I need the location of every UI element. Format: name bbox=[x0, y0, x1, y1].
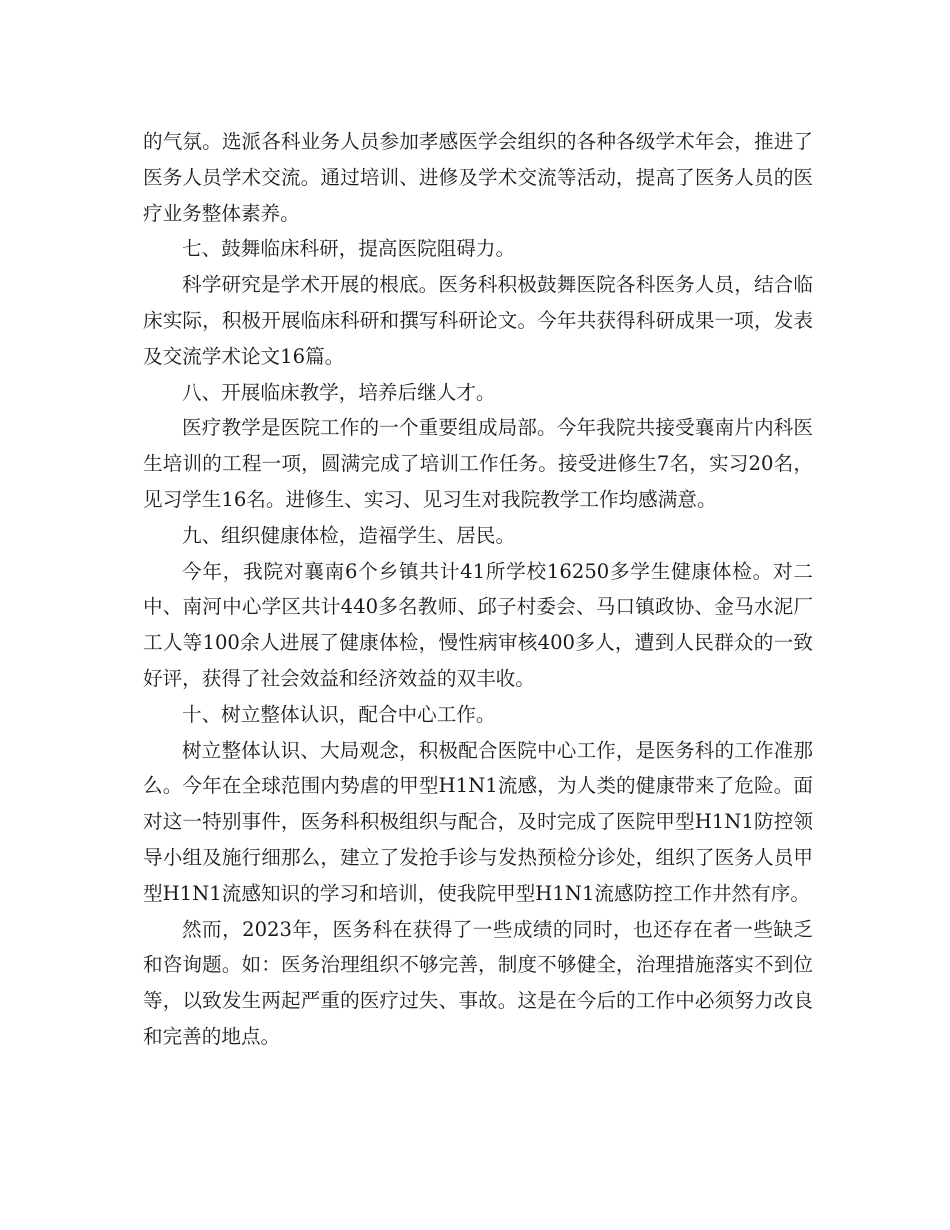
section-heading-10: 十、树立整体认识，配合中心工作。 bbox=[182, 702, 496, 726]
section-heading-9: 九、组织健康体检，造福学生、居民。 bbox=[182, 523, 516, 547]
body-paragraph: 今年，我院对襄南6个乡镇共计41所学校16250多学生健康体检。对二中、南河中心学区共计440多名教师、邱子村委会、马口镇政协、金马水泥厂工人等100余人进展了健康体检，慢性病审核400多人，遭到人民群众的一致好评，获得了社会效益和经济效益的双丰收。 bbox=[143, 559, 813, 690]
body-paragraph: 科学研究是学术开展的根底。医务科积极鼓舞医院各科医务人员，结合临床实际，积极开展临床科研和撰写科研论文。今年共获得科研成果一项，发表及交流学术论文16篇。 bbox=[143, 273, 813, 368]
section-heading-7: 七、鼓舞临床科研，提高医院阻碍力。 bbox=[182, 237, 516, 261]
body-paragraph-continued: 的气氛。选派各科业务人员参加孝感医学会组织的各种各级学术年会，推进了医务人员学术交流。通过培训、进修及学术交流等活动，提高了医务人员的医疗业务整体素养。 bbox=[143, 130, 813, 225]
body-paragraph: 医疗教学是医院工作的一个重要组成局部。今年我院共接受襄南片内科医生培训的工程一项，圆满完成了培训工作任务。接受进修生7名，实习20名，见习学生16名。进修生、实习、见习生对我院教学工作均感满意。 bbox=[143, 416, 813, 511]
document-body bbox=[143, 124, 813, 1055]
body-paragraph: 树立整体认识、大局观念，积极配合医院中心工作，是医务科的工作准那么。今年在全球范围内势虐的甲型H1N1流感，为人类的健康带来了危险。面对这一特别事件，医务科积极组织与配合，及时完成了医院甲型H1N1防控领导小组及施行细那么，建立了发抢手诊与发热预检分诊处，组织了医务人员甲型H1N1流感知识的学习和培训，使我院甲型H1N1流感防控工作井然有序。 bbox=[143, 738, 813, 905]
section-heading-8: 八、开展临床教学，培养后继人才。 bbox=[182, 380, 496, 404]
body-paragraph-closing: 然而，2023年，医务科在获得了一些成绩的同时，也还存在者一些缺乏和咨询题。如：医务治理组织不够完善，制度不够健全，治理措施落实不到位等，以致发生两起严重的医疗过失、事故。这是在今后的工作中必须努力改良和完善的地点。 bbox=[143, 917, 813, 1048]
